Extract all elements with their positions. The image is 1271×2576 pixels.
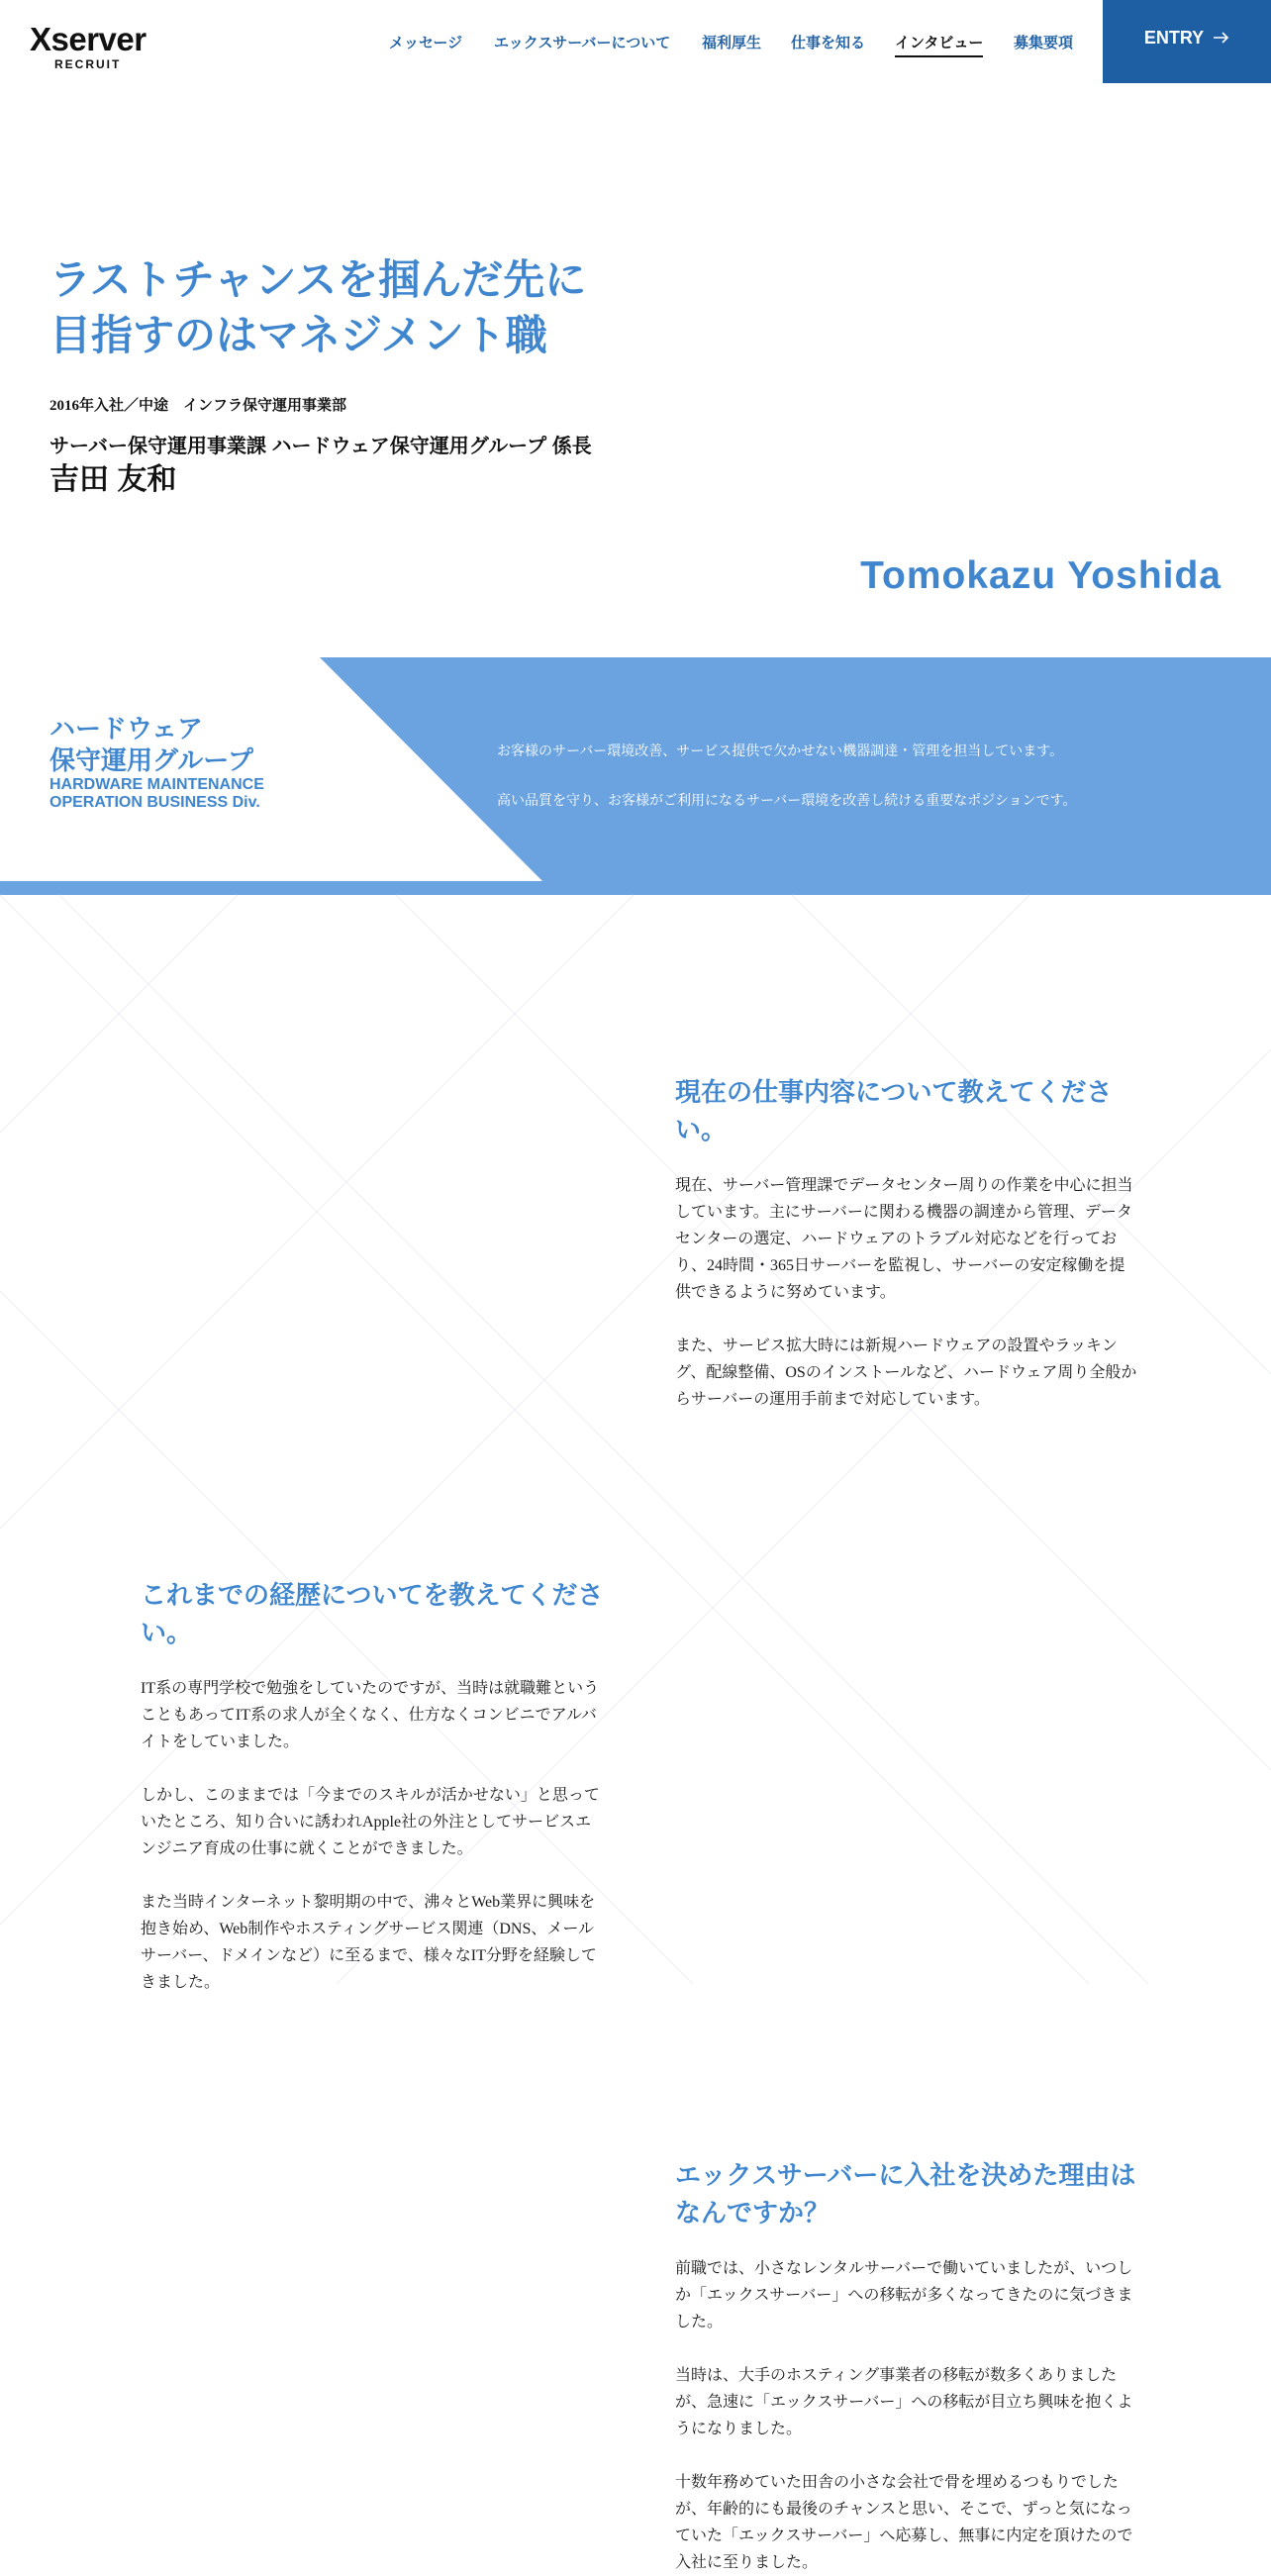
qa-answer <box>675 1172 1140 1413</box>
headline-line-2: 目指すのはマネジメント職 <box>49 312 547 358</box>
nav-know-the-work[interactable]: 仕事を知る <box>791 35 866 51</box>
job-position: サーバー保守運用事業課 ハードウェア保守運用グループ 係長 <box>49 436 592 457</box>
qa-question: エックスサーバーに入社を決めた理由はなんですか？ <box>675 2160 1136 2228</box>
site-header <box>0 0 1271 83</box>
nav-job-requirements[interactable]: 募集要項 <box>1014 35 1074 51</box>
department-description <box>497 741 1210 810</box>
department-en-line-2: OPERATION BUSINESS Div. <box>49 794 260 811</box>
department-name <box>49 713 253 776</box>
headline-line-1: ラストチャンスを掴んだ先に <box>49 256 587 303</box>
person-roman-name: Tomokazu Yoshida <box>860 554 1222 597</box>
logo-subtitle: RECRUIT <box>54 57 122 71</box>
nav-interview[interactable]: インタビュー <box>895 34 983 57</box>
nav-about-xserver[interactable]: エックスサーバーについて <box>494 35 671 51</box>
qa-section-career-history <box>141 1576 606 1996</box>
entry-label: ENTRY <box>1143 27 1205 48</box>
qa-answer-paragraph: また、サービス拡大時には新規ハードウェアの設置やラッキング、配線整備、OSのインストールなど、ハードウェア周り全般からサーバーの運用手前まで対応しています。 <box>675 1338 1137 1408</box>
nav-benefits[interactable]: 福利厚生 <box>702 35 762 51</box>
qa-answer <box>141 1675 606 1996</box>
arrow-right-icon <box>1214 32 1229 44</box>
qa-question: 現在の仕事内容について教えてください。 <box>675 1077 1113 1144</box>
department-name-line-2: 保守運用グループ <box>49 745 253 775</box>
qa-answer-paragraph: IT系の専門学校で勉強をしていたのですが、当時は就職難ということもあってIT系の求人が全くなく、仕方なくコンビニでアルバイトをしていました。 <box>141 1680 600 1750</box>
xserver-recruit-logo[interactable] <box>30 22 153 71</box>
qa-answer-paragraph: 十数年務めていた田舎の小さな会社で骨を埋めるつもりでしたが、年齢的にも最後のチャンスと思い、そこで、ずっと気になっていた「エックスサーバー」へ応募し、無事に内定を頂けたので入社に至りました。 <box>675 2474 1133 2571</box>
qa-section-reason-for-joining <box>675 2156 1140 2576</box>
qa-answer-paragraph: また当時インターネット黎明期の中で、沸々とWeb業界に興味を抱き始め、Web制作やホスティングサービス関連（DNS、メールサーバー、ドメインなど）に至るまで、様々なIT分野を経験してきました。 <box>141 1894 597 1991</box>
qa-answer-paragraph: しかし、このままでは「今までのスキルが活かせない」と思っていたところ、知り合いに誘われApple社の外注としてサービスエンジニア育成の仕事に就くことができました。 <box>141 1787 600 1857</box>
department-description-2: 高い品質を守り、お客様がご利用になるサーバー環境を改善し続ける重要なポジションです。 <box>497 792 1077 808</box>
nav-message[interactable]: メッセージ <box>389 35 463 51</box>
department-description-1: お客様のサーバー環境改善、サービス提供で欠かせない機器調達・管理を担当しています。 <box>497 743 1064 758</box>
department-name-line-1: ハードウェア <box>49 714 203 743</box>
person-name: 吉田 友和 <box>49 463 177 496</box>
qa-answer-paragraph: 前職では、小さなレンタルサーバーで働いていましたが、いつしか「エックスサーバー」への移転が多くなってきたのに気づきました。 <box>675 2260 1133 2330</box>
interview-headline <box>49 252 742 363</box>
department-name-english <box>49 776 346 812</box>
qa-answer-paragraph: 現在、サーバー管理課でデータセンター周りの作業を中心に担当しています。主にサーバーに関わる機器の調達から管理、データセンターの選定、ハードウェアのトラブル対応などを行っており、24時間・365日サーバーを監視し、サーバーの安定稼働を提供できるように努めています。 <box>675 1177 1133 1301</box>
qa-section-current-work <box>675 1073 1140 1413</box>
logo-wordmark: Xserver <box>30 21 147 57</box>
qa-answer-paragraph: 当時は、大手のホスティング事業者の移転が数多くありましたが、急速に「エックスサーバー」への移転が目立ち興味を抱くようになりました。 <box>675 2367 1133 2437</box>
qa-question: これまでの経歴についてを教えてください。 <box>141 1580 604 1647</box>
qa-answer <box>675 2255 1140 2576</box>
join-year-division: 2016年入社／中途 インフラ保守運用事業部 <box>49 398 347 414</box>
entry-button[interactable] <box>1103 0 1271 83</box>
department-en-line-1: HARDWARE MAINTENANCE <box>49 776 264 793</box>
